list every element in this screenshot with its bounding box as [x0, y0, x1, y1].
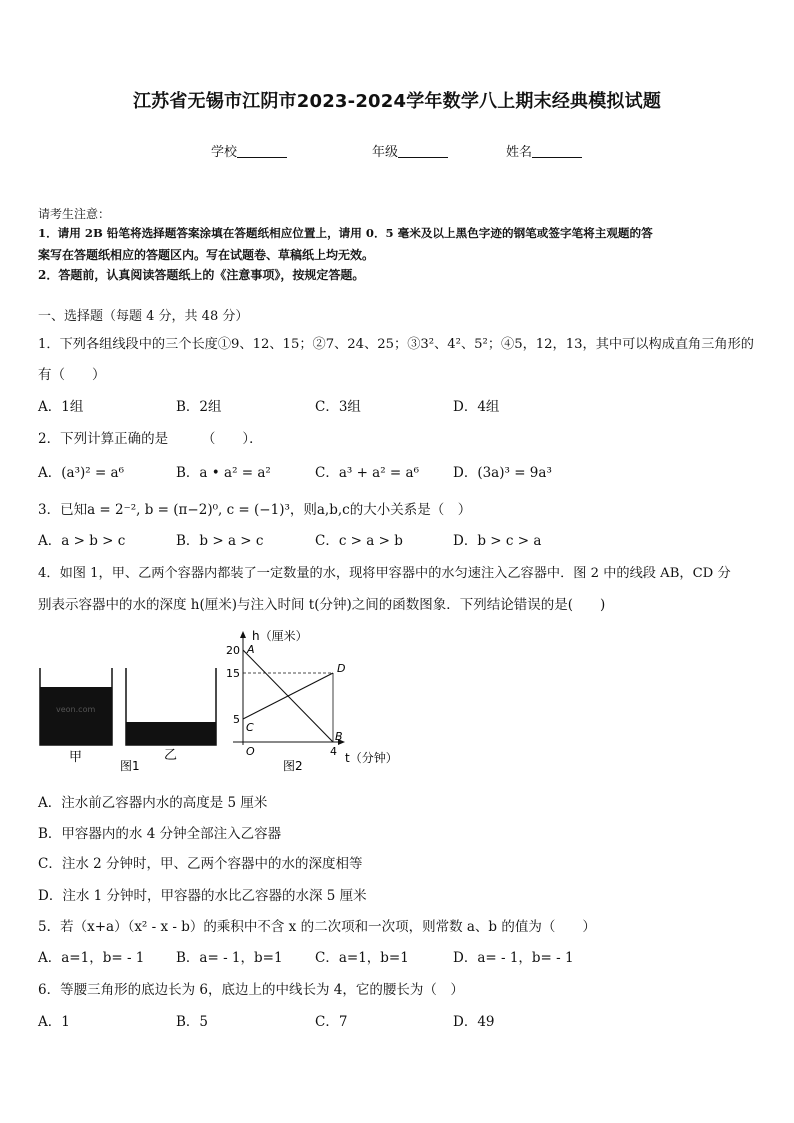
container-jia-water [40, 687, 112, 745]
q6-option-c: C．7 [315, 1014, 348, 1030]
figure-2-caption: 图2 [283, 759, 303, 773]
figure-2 [225, 628, 410, 774]
label-jia: 甲 [69, 750, 83, 765]
notice-item1-line1: 1．请用 2B 铅笔将选择题答案涂填在答题纸相应位置上，请用 0．5 毫米及以上黑色字迹的钢笔或签字笔将主观题的答 [38, 226, 653, 240]
q5-option-d: D．a= - 1，b= - 1 [453, 950, 574, 966]
q4-stem-line1: 4．如图 1，甲、乙两个容器内都装了一定数量的水，现将甲容器中的水匀速注入乙容器中．图 2 中的线段 AB，CD 分 [38, 566, 731, 581]
watermark: veon.com [56, 705, 96, 714]
q3-option-b: B．b > a > c [176, 533, 264, 549]
q1-stem-line1: 1．下列各组线段中的三个长度①9、12、15；②7、24、25；③3²、4²、5²；④5，12，13，其中可以构成直角三角形的 [38, 337, 754, 352]
notice-item1-line2: 案写在答题纸相应的答题区内。写在试题卷、草稿纸上均无效。 [38, 248, 375, 262]
q4-option-d: D．注水 1 分钟时，甲容器的水比乙容器的水深 5 厘米 [38, 888, 367, 904]
name-label: 姓名 [506, 145, 533, 160]
grade-blank [398, 144, 448, 158]
y-tick-label-15: 15 [226, 667, 240, 680]
name-field [506, 141, 582, 160]
x-tick-label-4: 4 [330, 745, 337, 758]
q6-option-d: D．49 [453, 1014, 495, 1030]
y-axis-label: h（厘米） [252, 629, 308, 643]
q5-option-a: A．a=1，b= - 1 [38, 950, 145, 966]
school-label: 学校 [211, 145, 238, 160]
q5-option-c: C．a=1，b=1 [315, 950, 409, 966]
label-yi: 乙 [164, 748, 178, 763]
q2-option-d: D．(3a)³ = 9a³ [453, 465, 552, 481]
q6-option-b: B．5 [176, 1014, 209, 1030]
origin-label: O [246, 745, 255, 758]
school-field [211, 141, 287, 160]
q2-option-a: A．(a³)² = a⁶ [38, 465, 125, 481]
q1-option-c: C．3组 [315, 399, 361, 415]
point-label-d: D [337, 662, 346, 675]
container-yi-water [126, 722, 216, 745]
q3-option-c: C．c > a > b [315, 533, 403, 549]
y-tick-label-20: 20 [226, 644, 240, 657]
line-cd [243, 673, 333, 719]
point-label-c: C [246, 721, 254, 734]
point-label-b: B [335, 730, 343, 743]
q1-option-b: B．2组 [176, 399, 222, 415]
point-label-a: A [247, 643, 255, 656]
container-yi [126, 668, 216, 745]
q1-option-d: D．4组 [453, 399, 500, 415]
q1-option-a: A．1组 [38, 399, 84, 415]
q5-stem: 5．若（x+a）（x² - x - b）的乘积中不含 x 的二次项和一次项，则常数 a、b 的值为（ ） [38, 919, 596, 935]
container-jia [40, 668, 112, 745]
q3-option-d: D．b > c > a [453, 533, 542, 549]
notice-item2: 2．答题前，认真阅读答题纸上的《注意事项》，按规定答题。 [38, 268, 365, 282]
page-title: 江苏省无锡市江阴市2023-2024学年数学八上期末经典模拟试题 [132, 91, 662, 112]
q4-option-c: C．注水 2 分钟时，甲、乙两个容器中的水的深度相等 [38, 856, 363, 872]
q5-option-b: B．a= - 1，b=1 [176, 950, 283, 966]
q3-stem: 3．已知a = 2⁻², b = (π−2)⁰, c = (−1)³，则a,b,c的大小关系是（ ） [38, 502, 472, 518]
y-tick-label-5: 5 [233, 713, 240, 726]
q3-option-a: A．a > b > c [38, 533, 126, 549]
q2-option-b: B．a • a² = a² [176, 465, 271, 481]
q2-option-c: C．a³ + a² = a⁶ [315, 465, 419, 481]
q6-option-a: A．1 [38, 1014, 70, 1030]
grade-field [372, 141, 448, 160]
q6-stem: 6．等腰三角形的底边长为 6，底边上的中线长为 4，它的腰长为（ ） [38, 982, 464, 998]
y-axis-arrow-icon [240, 631, 246, 638]
name-blank [532, 144, 582, 158]
figure-1 [30, 660, 230, 775]
q4-option-a: A．注水前乙容器内水的高度是 5 厘米 [38, 795, 268, 811]
q4-stem-line2: 别表示容器中的水的深度 h(厘米)与注入时间 t(分钟)之间的函数图象．下列结论错误的是( ) [38, 597, 606, 613]
graph-marks [226, 643, 345, 758]
grade-label: 年级 [372, 145, 399, 160]
x-axis-label: t（分钟） [345, 751, 398, 765]
section1-heading: 一、选择题（每题 4 分，共 48 分） [38, 309, 249, 324]
figure-1-caption: 图1 [120, 759, 140, 773]
q2-stem: 2．下列计算正确的是 （ ）． [38, 431, 263, 447]
q4-option-b: B．甲容器内的水 4 分钟全部注入乙容器 [38, 826, 282, 842]
q1-stem-line2: 有（ ） [38, 367, 106, 383]
notice-heading: 请考生注意： [38, 207, 111, 221]
school-blank [237, 144, 287, 158]
